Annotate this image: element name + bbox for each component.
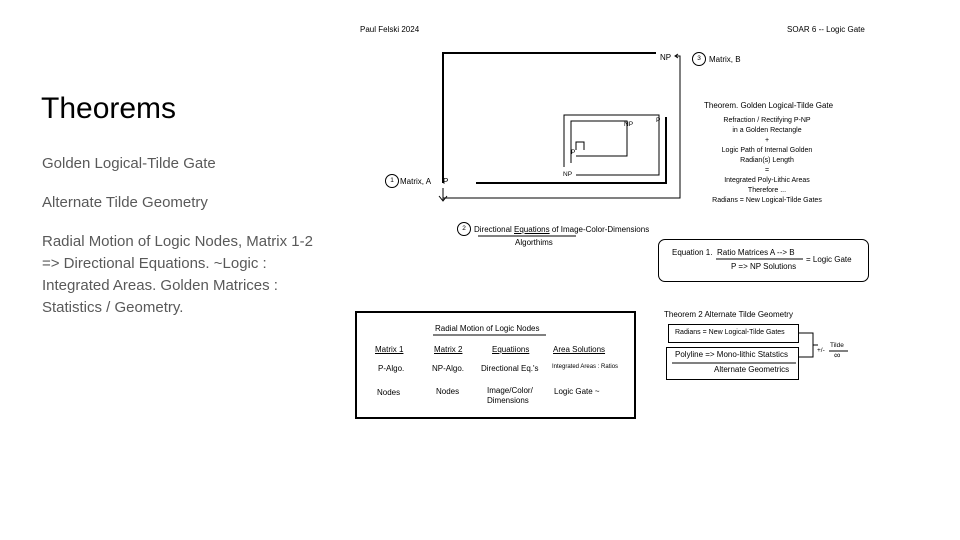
bullet-alternate-geometry: Alternate Tilde Geometry [42,194,208,211]
table-header: Area Solutions [553,345,606,354]
table-cell: Nodes [377,388,401,397]
theorem2-box2-line2: Alternate Geometrics [714,365,790,374]
slide-title: Theorems [41,92,177,125]
theorem1-line: Radian(s) Length [740,157,794,164]
equation1-result: = Logic Gate [806,255,852,264]
theorem1-line: Therefore ... [747,187,787,194]
bullet-radial-motion: Radial Motion of Logic Nodes, Matrix 1-2 => Directional Equations. ~Logic : Integrated Areas. Golden Matrices : Statistics / Geometry. [42,233,313,316]
inner-rect-1 [564,115,659,175]
table-cell: Integrated Areas : Ratios [552,364,619,370]
dir-eq-prefix: Directional [474,225,515,234]
theorem1-body [697,116,837,206]
table-cell: Image/Color/ Dimensions [487,386,533,405]
outer-path-right-bottom [443,58,680,198]
circle-2-number: 2 [462,225,466,232]
inner-np-bottom-label: NP [563,171,573,178]
table-cell: Logic Gate ~ [554,387,600,396]
table-cell: Directional Eq.'s [481,364,539,373]
matrix-b-label: Matrix, B [709,55,741,64]
inner-np-label: NP [624,121,634,128]
table-cell: Nodes [436,387,460,396]
theorem1-line: Refraction / Rectifying P-NP [723,117,811,124]
tilde-numerator: Tilde [830,342,844,349]
theorem1-title: Theorem. Golden Logical-Tilde Gate [704,101,834,110]
equation1-denominator: P => NP Solutions [731,262,797,271]
plusminus-label: +/- [817,347,825,354]
circle-3-number: 3 [697,55,701,62]
theorem1-line: in a Golden Rectangle [732,127,802,134]
inner-rect-3 [576,142,584,150]
inner-p-small-label: P [571,149,576,156]
table-header: Equatiions [492,345,530,354]
theorem1-line: Integrated Poly-Lithic Areas [724,177,810,184]
theorem2-bracket [798,333,813,357]
theorem1-line: Logic Path of Internal Golden [721,147,813,154]
np-top-label: NP [660,53,672,62]
table-header: Matrix 1 [375,345,404,354]
theorem1-line: = [764,167,770,174]
table-cell: P-Algo. [378,364,405,373]
bullet-golden-gate: Golden Logical-Tilde Gate [42,155,216,172]
infinity-symbol: ∞ [834,350,841,360]
outer-path-top-left [443,53,656,183]
table-title: Radial Motion of Logic Nodes [435,324,540,333]
equation1-prefix: Equation 1. [672,248,713,257]
author-label: Paul Felski 2024 [360,25,420,34]
inner-p-right-label: P [656,117,661,124]
table-cell: NP-Algo. [432,364,465,373]
dir-eq-underlined: Equations [514,225,550,234]
table-header: Matrix 2 [434,345,463,354]
algorithms-label: Algorthims [515,238,553,247]
theorem2-title: Theorem 2 Alternate Tilde Geometry [664,310,793,319]
theorem1-line: + [764,137,770,144]
equation1-numerator: Ratio Matrices A --> B [717,248,795,257]
directional-equations-line [474,225,649,234]
circle-1-number: 1 [390,177,394,184]
dir-eq-suffix: of Image-Color-Dimensions [549,225,650,234]
theorem2-box2-line1: Polyline => Mono-lithic Statstics [675,350,788,359]
p-left-label: P [443,177,449,186]
theorem1-line: Radians = New Logical-Tilde Gates [712,197,822,204]
theorem2-box1-text: Radians = New Logical-Tilde Gates [675,329,785,336]
matrix-a-label: Matrix, A [400,177,432,186]
series-label: SOAR 6 -- Logic Gate [787,25,865,34]
